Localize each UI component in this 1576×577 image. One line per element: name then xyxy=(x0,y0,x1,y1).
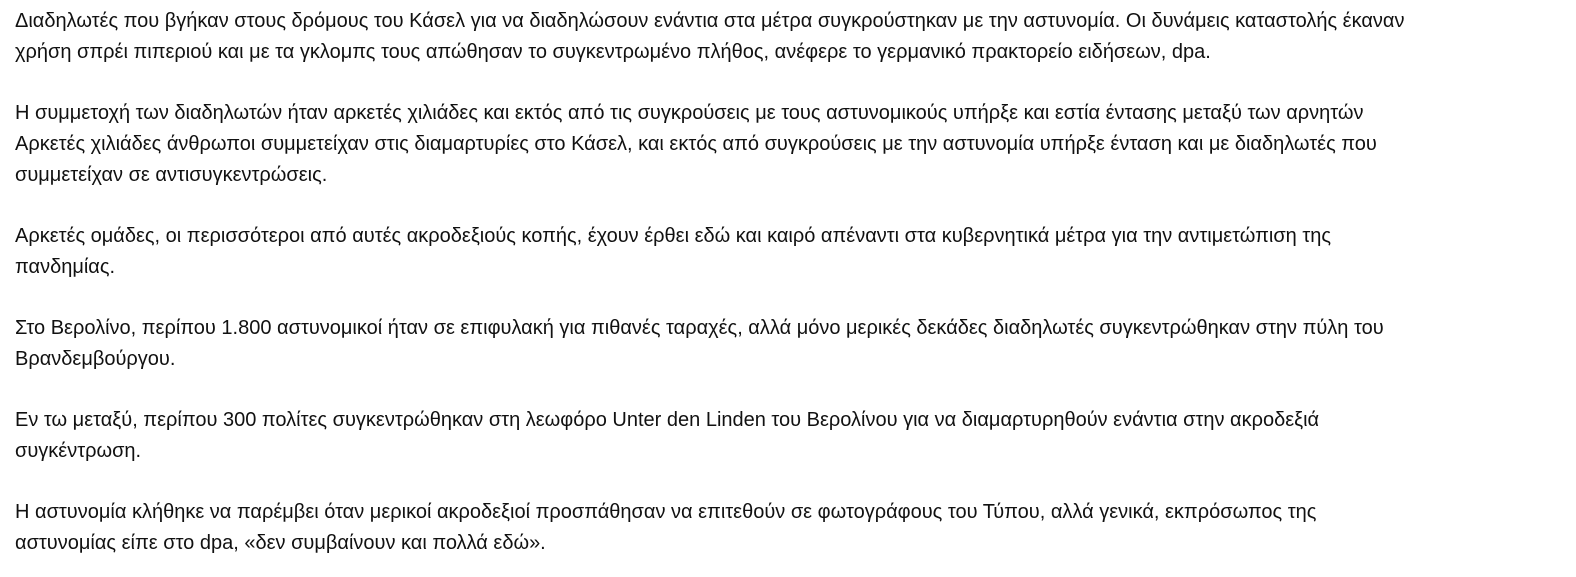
paragraph-line: χρήση σπρέι πιπεριού και με τα γκλομπς τους απώθησαν το συγκεντρωμένο πλήθος, ανέφερε το γερμανικό πρακτορείο ειδήσεων, dpa. xyxy=(15,41,1211,63)
paragraph-groups xyxy=(15,221,1568,283)
paragraph-line: πανδημίας. xyxy=(15,256,116,278)
paragraph-line: αστυνομίας είπε στο dpa, «δεν συμβαίνουν και πολλά εδώ». xyxy=(15,532,546,554)
paragraph-participation xyxy=(15,98,1568,191)
paragraph-line: Εν τω μεταξύ, περίπου 300 πολίτες συγκεντρώθηκαν στη λεωφόρο Unter den Linden του Βερολίνου για να διαμαρτυρηθούν ενάντια στην ακροδεξιά xyxy=(15,409,1320,431)
paragraph-counter-protest xyxy=(15,405,1568,467)
paragraph-line: Η συμμετοχή των διαδηλωτών ήταν αρκετές χιλιάδες και εκτός από τις συγκρούσεις με τους αστυνομικούς υπήρξε και εστία έντασης μεταξύ των αρνητών xyxy=(15,102,1364,124)
paragraph-line: Στο Βερολίνο, περίπου 1.800 αστυνομικοί ήταν σε επιφυλακή για πιθανές ταραχές, αλλά μόνο μερικές δεκάδες διαδηλωτές συγκεντρώθηκαν στην πύλη του xyxy=(15,317,1384,339)
paragraph-line: συγκέντρωση. xyxy=(15,440,142,462)
paragraph-line: Διαδηλωτές που βγήκαν στους δρόμους του Κάσελ για να διαδηλώσουν ενάντια στα μέτρα συγκρούστηκαν με την αστυνομία. Οι δυνάμεις καταστολής έκαναν xyxy=(15,10,1405,32)
paragraph-line: Βρανδεμβούργου. xyxy=(15,348,176,370)
paragraph-kassel-clashes xyxy=(15,6,1568,68)
paragraph-line: Αρκετές χιλιάδες άνθρωποι συμμετείχαν στις διαμαρτυρίες στο Κάσελ, και εκτός από συγκρούσεις με την αστυνομία υπήρξε ένταση και με διαδηλωτές που xyxy=(15,133,1377,155)
paragraph-line: συμμετείχαν σε αντισυγκεντρώσεις. xyxy=(15,164,328,186)
paragraph-berlin-police xyxy=(15,313,1568,375)
paragraph-police-statement xyxy=(15,497,1568,559)
paragraph-line: Αρκετές ομάδες, οι περισσότεροι από αυτές ακροδεξιούς κοπής, έχουν έρθει εδώ και καιρό απέναντι στα κυβερνητικά μέτρα για την αντιμετώπιση της xyxy=(15,225,1332,247)
paragraph-line: Η αστυνομία κλήθηκε να παρέμβει όταν μερικοί ακροδεξιοί προσπάθησαν να επιτεθούν σε φωτογράφους του Τύπου, αλλά γενικά, εκπρόσωπος της xyxy=(15,501,1317,523)
